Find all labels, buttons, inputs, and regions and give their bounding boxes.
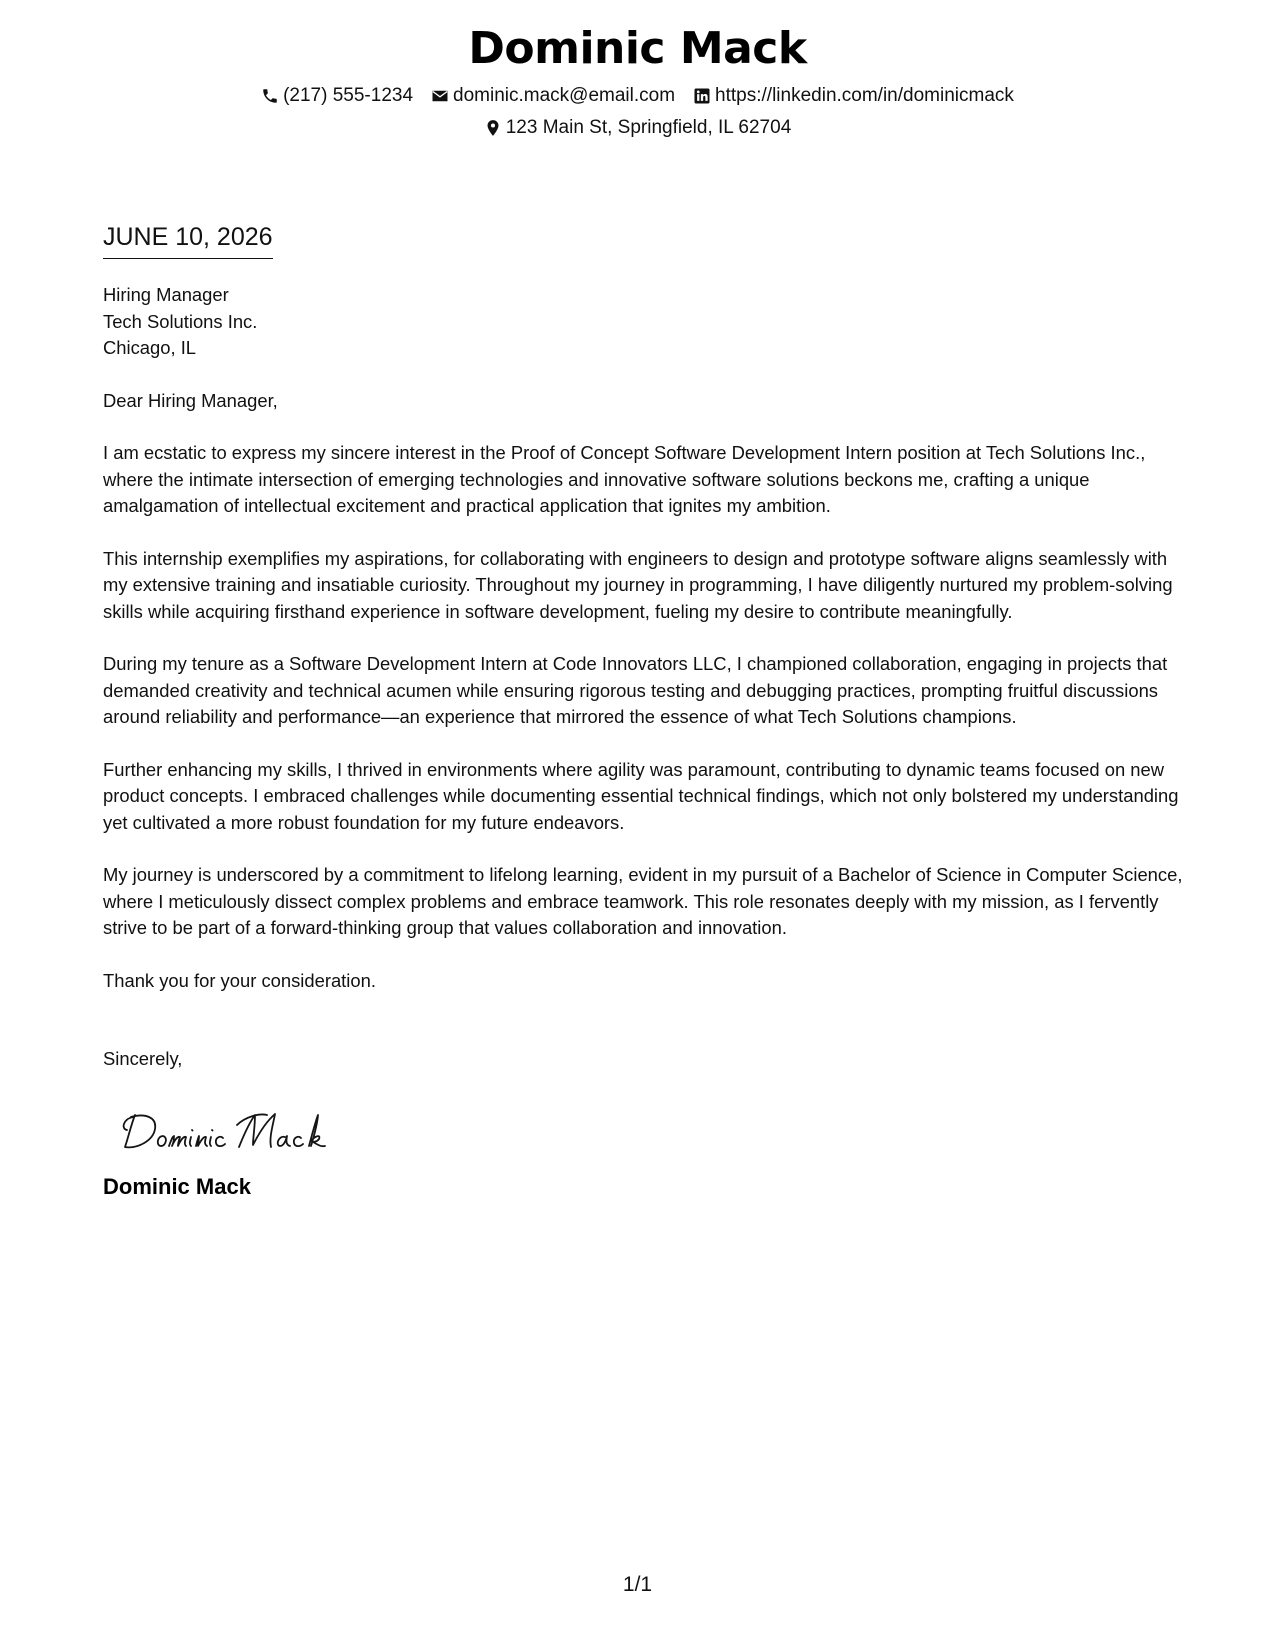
contact-line-secondary — [0, 112, 1275, 144]
contact-email — [431, 80, 675, 112]
letter-date: JUNE 10, 2026 — [103, 220, 273, 259]
map-pin-icon — [484, 119, 502, 137]
body-paragraph: This internship exemplifies my aspirations, for collaborating with engineers to design and prototype software aligns seamlessly with my extensive training and insatiable curiosity. Throughout my journey in programming, I have diligently nurtured my problem-solving skills while acquiring firsthand experience in software development, fueling my desire to contribute meaningfully. — [103, 547, 1173, 622]
closing-thanks: Thank you for your consideration. — [103, 969, 376, 991]
recipient-company: Tech Solutions Inc. — [103, 310, 258, 332]
letter-body — [103, 282, 1183, 1202]
handwritten-signature — [119, 1103, 355, 1155]
body-paragraph: My journey is underscored by a commitment to lifelong learning, evident in my pursuit of a Bachelor of Science in Computer Science, where I meticulously dissect complex problems and embrace teamwork. This role resonates deeply with my mission, as I fervently strive to be part of a forward-thinking group that values collaboration and innovation. — [103, 864, 1183, 938]
phone-number: (217) 555-1234 — [283, 85, 414, 106]
envelope-icon — [431, 87, 449, 105]
date-block — [103, 220, 273, 259]
contact-line-primary — [0, 80, 1275, 112]
letter-header — [0, 18, 1275, 144]
salutation: Dear Hiring Manager, — [103, 389, 278, 411]
email-address[interactable]: dominic.mack@email.com — [453, 85, 676, 106]
recipient-title: Hiring Manager — [103, 284, 229, 305]
linkedin-url[interactable]: https://linkedin.com/in/dominicmack — [715, 85, 1014, 106]
sign-off: Sincerely, — [103, 1048, 183, 1069]
body-paragraph: Further enhancing my skills, I thrived in environments where agility was paramount, contributing to dynamic teams focused on new product concepts. I embraced challenges while documenting essential technical findings, which not only bolstered my understanding yet cultivated a more robust foundation for my future endeavors. — [103, 758, 1179, 833]
signer-name: Dominic Mack — [103, 1174, 251, 1199]
page-number: 1/1 — [622, 1573, 653, 1596]
contact-linkedin — [693, 80, 1014, 112]
recipient-location: Chicago, IL — [103, 337, 197, 358]
body-paragraph: During my tenure as a Software Development Intern at Code Innovators LLC, I championed collaboration, engaging in projects that demanded creativity and technical acumen while ensuring rigorous testing and debugging practices, prompting fruitful discussions around reliability and performance—an experience that mirrored the essence of what Tech Solutions champions. — [103, 653, 1168, 727]
contact-phone — [261, 80, 413, 112]
body-paragraph: I am ecstatic to express my sincere interest in the Proof of Concept Software Development Intern position at Tech Solutions Inc., where the intimate intersection of emerging technologies and innovative software solutions beckons me, crafting a unique amalgamation of intellectual excitement and practical application that ignites my ambition. — [103, 442, 1146, 516]
phone-icon — [261, 87, 279, 105]
street-address: 123 Main St, Springfield, IL 62704 — [505, 117, 792, 138]
applicant-name: Dominic Mack — [468, 23, 807, 74]
linkedin-icon — [693, 87, 711, 105]
contact-address — [484, 112, 792, 144]
recipient-block — [103, 282, 1183, 362]
